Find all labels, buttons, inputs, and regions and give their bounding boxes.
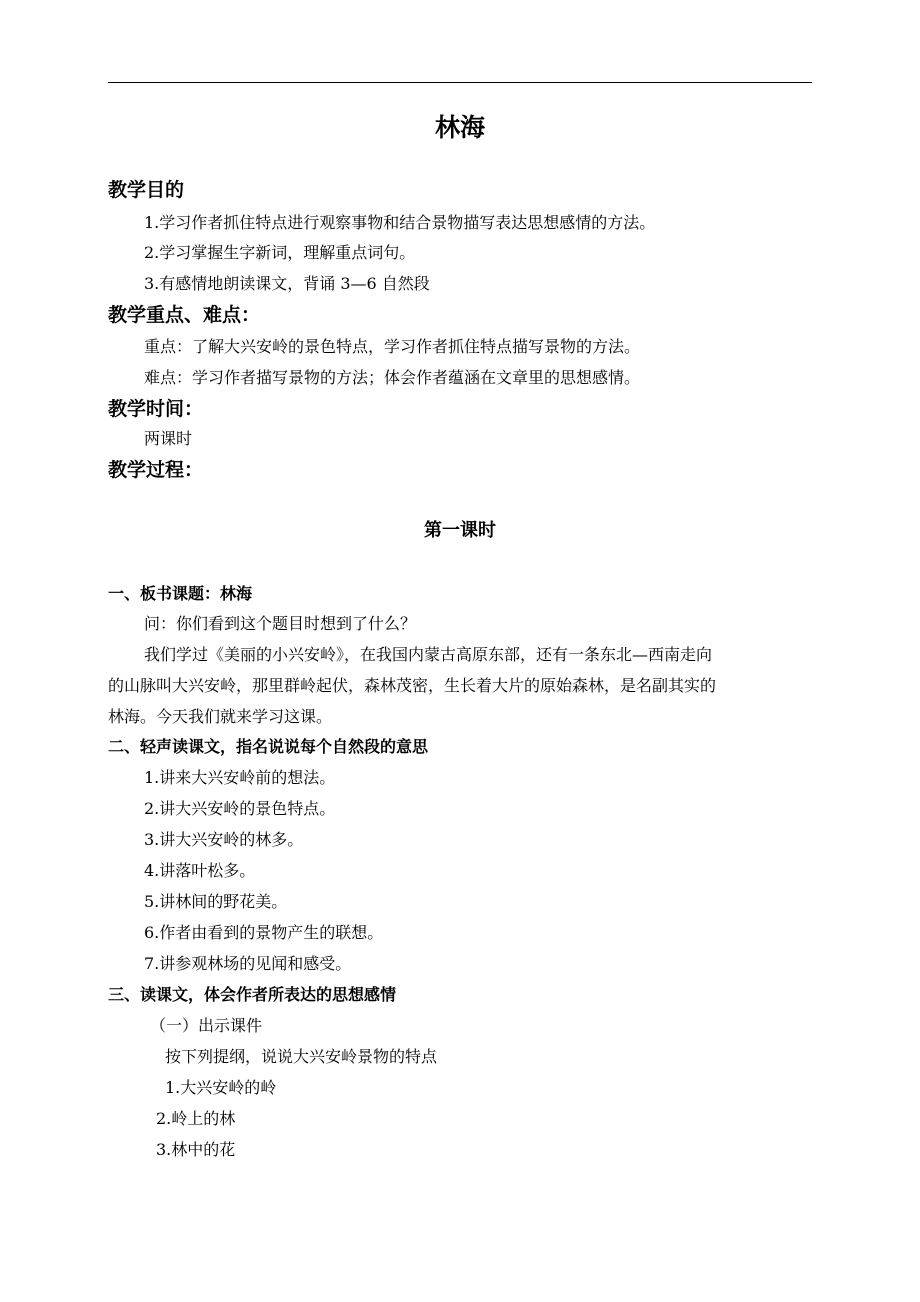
- section1-question: 问：你们看到这个题目时想到了什么？: [144, 614, 417, 633]
- section1-para-line: 的山脉叫大兴安岭，那里群岭起伏，森林茂密，生长着大片的原始森林，是名副其实的: [108, 676, 717, 695]
- difficulty-text: 难点：学习作者描写景物的方法；体会作者蕴涵在文章里的思想感情。: [144, 368, 641, 387]
- objective-item: 1.学习作者抓住特点进行观察事物和结合景物描写表达思想感情的方法。: [144, 213, 656, 232]
- time-heading: 教学时间：: [108, 398, 204, 420]
- section1-para-line: 我们学过《美丽的小兴安岭》，在我国内蒙古高原东部，还有一条东北—西南走向: [144, 645, 713, 664]
- section3-item: 1.大兴安岭的岭: [165, 1078, 277, 1097]
- section3-item: 2.岭上的林: [156, 1109, 236, 1128]
- lesson1-heading: 第一课时: [424, 520, 496, 541]
- section2-item: 7.讲参观林场的见闻和感受。: [144, 954, 352, 973]
- section2-item: 1.讲来大兴安岭前的想法。: [144, 768, 336, 787]
- section3-item: 3.林中的花: [156, 1140, 236, 1159]
- section2-heading: 二、轻声读课文，指名说说每个自然段的意思: [108, 737, 429, 756]
- section1-para-line: 林海。今天我们就来学习这课。: [108, 707, 333, 726]
- objective-item: 2.学习掌握生字新词，理解重点词句。: [144, 243, 416, 262]
- key-points-heading: 教学重点、难点：: [108, 304, 261, 326]
- section3-heading: 三、读课文，体会作者所表达的思想感情: [108, 985, 397, 1004]
- section2-item: 5.讲林间的野花美。: [144, 892, 288, 911]
- section2-item: 6.作者由看到的景物产生的联想。: [144, 923, 384, 942]
- objectives-heading: 教学目的: [108, 179, 185, 201]
- section3-prompt: 按下列提纲，说说大兴安岭景物的特点: [165, 1047, 438, 1066]
- header-rule: [108, 82, 812, 83]
- section2-item: 3.讲大兴安岭的林多。: [144, 830, 304, 849]
- objective-item: 3.有感情地朗读课文，背诵 3—6 自然段: [144, 274, 430, 293]
- time-value: 两课时: [144, 429, 193, 448]
- section2-item: 2.讲大兴安岭的景色特点。: [144, 799, 336, 818]
- process-heading: 教学过程：: [108, 459, 204, 481]
- section2-item: 4.讲落叶松多。: [144, 861, 256, 880]
- focus-text: 重点：了解大兴安岭的景色特点，学习作者抓住特点描写景物的方法。: [144, 337, 641, 356]
- section1-heading: 一、板书课题：林海: [108, 584, 253, 603]
- page-title: 林海: [434, 113, 485, 142]
- section3-subheading: （一）出示课件: [150, 1016, 263, 1035]
